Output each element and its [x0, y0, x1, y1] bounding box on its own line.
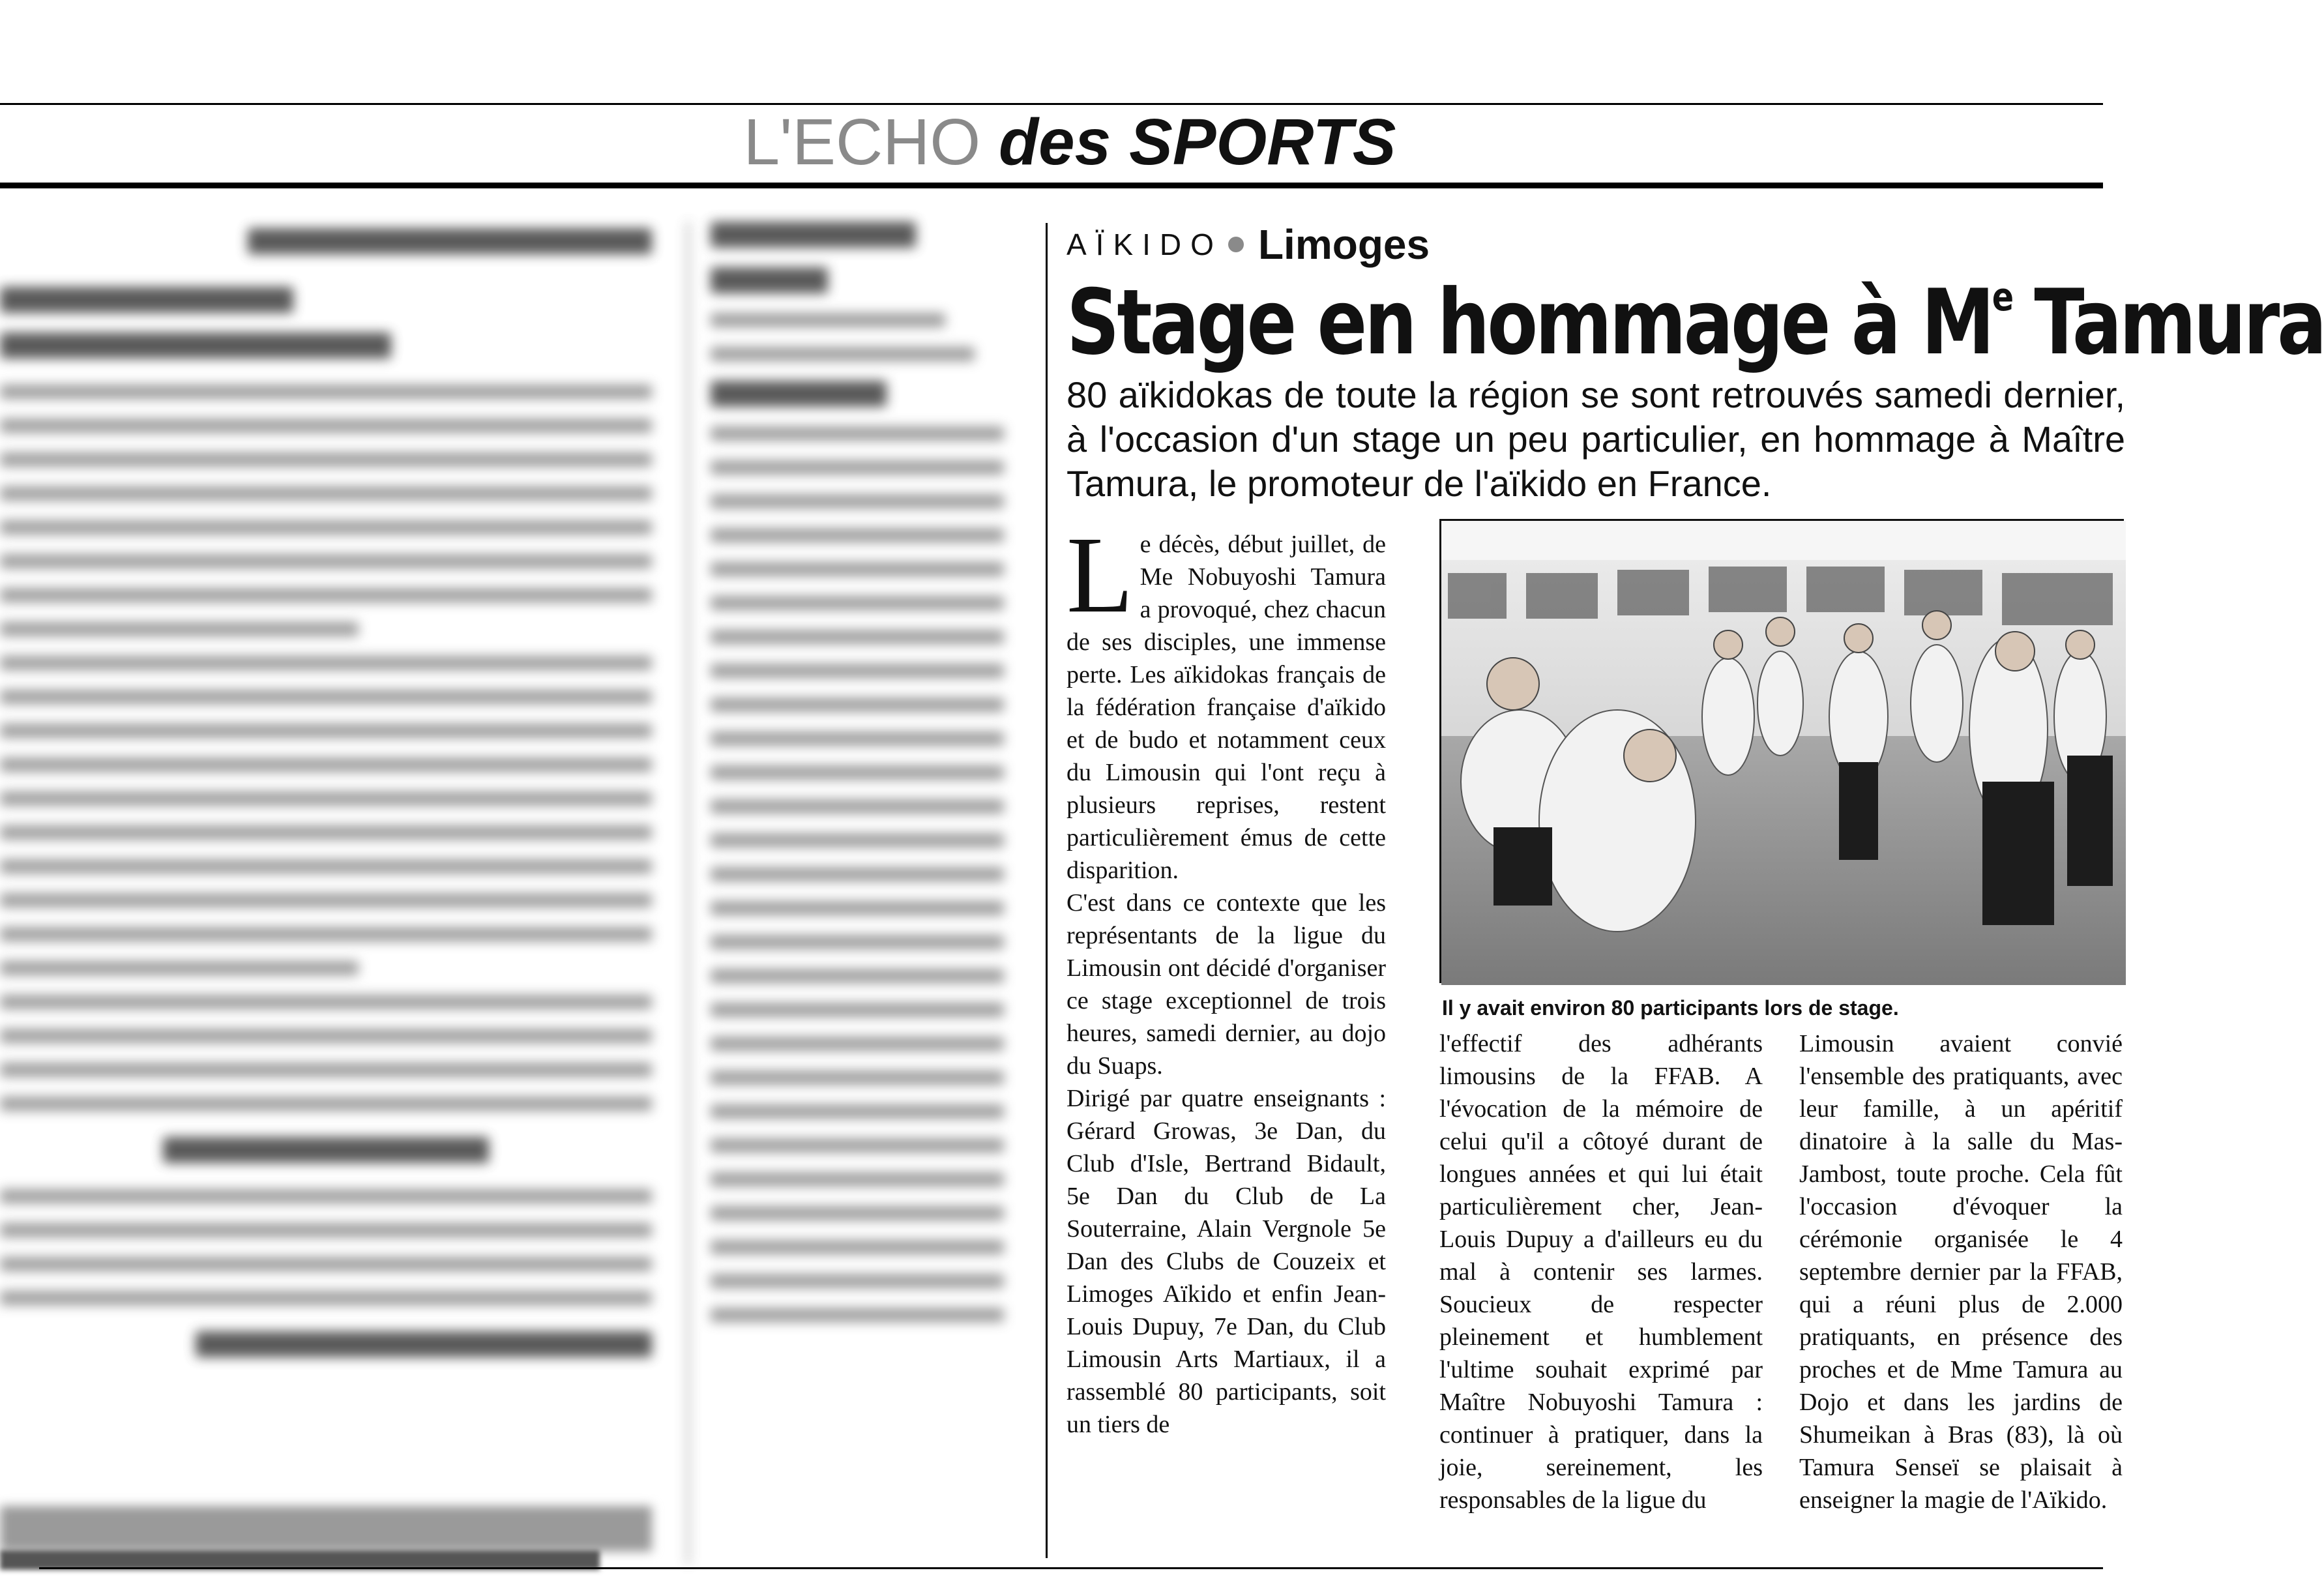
blurred-column-right — [711, 209, 1004, 1342]
aikido-article — [1066, 221, 2324, 1514]
blurred-column-left — [0, 209, 652, 1377]
blurred-column-divider — [687, 222, 689, 1565]
bottom-rule — [39, 1567, 2103, 1569]
paragraph-3: Dirigé par quatre enseignants : Gérard Growas, 3e Dan, du Club d'Isle, Bertrand Bidault, 5e Dan du Club de La Souterraine, Alain Vergnole 5e Dan des Clubs de Couzeix et Limoges Aïkido et enfin Jean-Louis Dupuy, 7e Dan, du Club Limousin Arts Martiaux, il a rassemblé 80 participants, soit un tiers de — [1066, 1085, 1386, 1438]
section-label — [1066, 222, 2125, 267]
masthead — [0, 106, 2140, 179]
article-photo — [1439, 519, 2124, 983]
paragraph-2: C'est dans ce contexte que les représentants de la ligue du Limousin ont décidé d'organiser ce stage exceptionnel de trois heures, samedi dernier, au dojo du Suaps. — [1066, 889, 1386, 1080]
headline-main: Stage en hommage à M — [1066, 270, 1992, 375]
photo-caption: Il y avait environ 80 participants lors de stage. — [1442, 996, 1899, 1020]
article-standfirst: 80 aïkidokas de toute la région se sont retrouvés samedi dernier, à l'occasion d'un stage un peu particulier, en hommage à Maître Tamura, le promoteur de l'aïkido en France. — [1066, 374, 2125, 504]
masthead-rule — [0, 183, 2103, 188]
dojo-photo-illustration — [1441, 521, 2126, 985]
section-city: Limoges — [1258, 221, 1430, 268]
article-column-3: Limousin avaient convié l'ensemble des pratiquants, avec leur famille, à un apéritif dinatoire à la salle du Mas-Jambost, toute proche. Cela fût l'occasion d'évoquer la cérémonie organisée le 4 septembre dernier par la FFAB, qui a réuni plus de 2.000 pratiquants, en présence des proches et de Mme Tamura au Dojo et dans les jardins de Shumeikan à Bras (83), là où Tamura Senseï se plaisait à enseigner la magie de l'Aïkido. — [1799, 1030, 2123, 1514]
top-rule — [0, 103, 2103, 105]
article-column-rule — [1046, 223, 1048, 1558]
article-column-1 — [1066, 514, 1386, 1441]
blurred-neighbouring-articles — [0, 209, 1043, 1565]
drop-cap: L — [1066, 514, 1134, 636]
blurred-footer-headline — [0, 1506, 652, 1552]
masthead-des: des — [998, 106, 1111, 179]
article-column-2: l'effectif des adhérants limousins de la FFAB. A l'évocation de la mémoire de celui qu'il a côtoyé durant de longues années et qui lui était particulièrement cher, Jean-Louis Dupuy a d'ailleurs eu du mal à contenir ses larmes. Soucieux de respecter pleinement et humblement l'ultime souhait exprimé par Maître Nobuyoshi Tamura : continuer à pratiquer, dans la joie, sereinement, les responsables de la ligue du — [1439, 1030, 1763, 1514]
article-headline — [1066, 270, 2324, 375]
bullet-dot-icon — [1228, 237, 1244, 252]
paragraph-1: e décès, début juillet, de Me Nobuyoshi Tamura a provoqué, chez chacun de ses disciples, une immense perte. Les aïkidokas français de la fédération française d'aïkido et de budo et notamment ceux du Limousin qui l'ont reçu à plusieurs reprises, restent particulièrement émus de cette disparition. — [1066, 531, 1386, 884]
masthead-sports: SPORTS — [1129, 106, 1396, 179]
section-kicker: AÏKIDO — [1066, 228, 1223, 261]
headline-superscript: e — [1992, 274, 2012, 320]
masthead-echo: L'ECHO — [743, 106, 981, 179]
headline-name: Tamura — [2011, 270, 2324, 375]
